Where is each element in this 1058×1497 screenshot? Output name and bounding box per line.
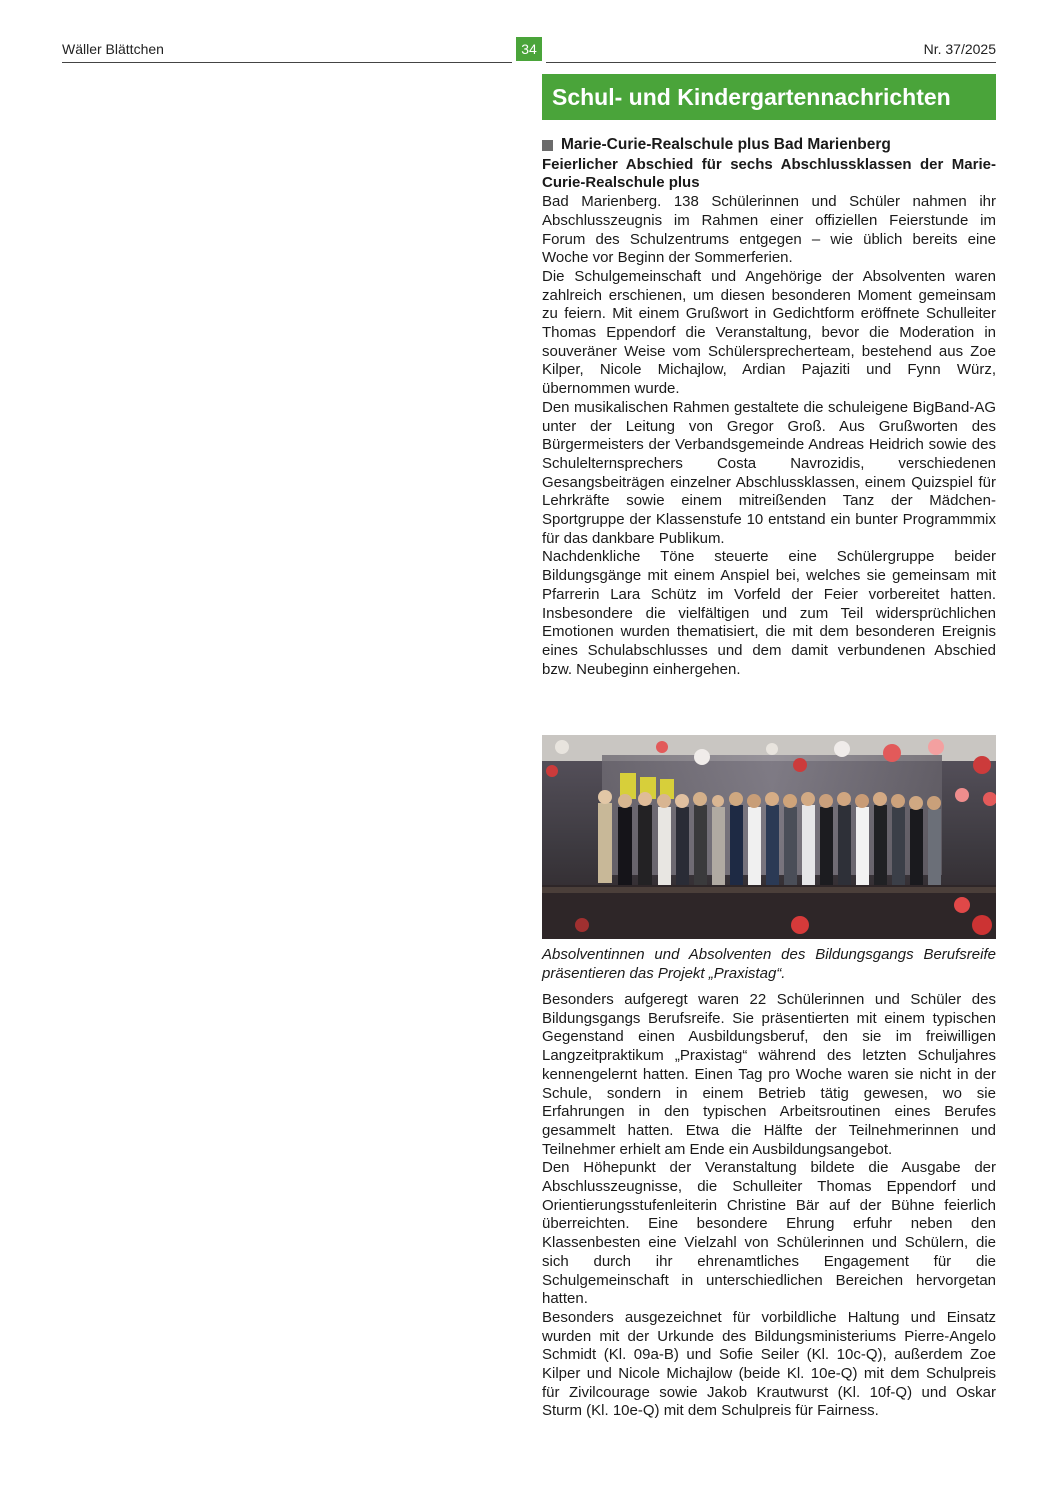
school-heading: [542, 136, 996, 155]
article-paragraph: Den Höhepunkt der Veranstaltung bildete die Ausgabe der Abschlusszeugnisse, die Schulleiter Thomas Eppendorf und Orientierungsstufenleiterin Christine Bär auf der Bühne feierlich überreichten. Eine besondere Ehrung erfuhr neben den Klassenbesten eine Vielzahl von Schülerinnen und Schülern, die sich durch ihr ehrenamtliches Engagement für die Schulgemeinschaft in unterschiedlichen Bereichen hervorgetan hatten.: [542, 1159, 996, 1308]
article-paragraph: Besonders aufgeregt waren 22 Schülerinnen und Schüler des Bildungsgangs Berufsreife. Sie präsentierten mit einem typischen Gegenstand einen Ausbildungsberuf, den sie im freiwilligen Langzeitpraktikum „Praxistag“ während des letzten Schuljahres kennengelernt hatten. Einen Tag pro Woche waren sie nicht in der Schule, sondern in einem Betrieb tätig gewesen, wo sie Erfahrungen in den typischen Arbeitsroutinen eines Berufes gesammelt hatten. Etwa die Hälfte der Teilnehmerinnen und Teilnehmer erhielt am Ende ein Ausbildungsangebot.: [542, 991, 996, 1158]
stage-photo-illustration: [542, 735, 996, 939]
article-paragraph: Besonders ausgezeichnet für vorbildliche Haltung und Einsatz wurden mit der Urkunde des Bildungsministeriums Pierre-Angelo Schmidt (Kl. 09a-B) und Sofie Seiler (Kl. 10c-Q), außerdem Zoe Kilper und Nicole Michajlow (beide Kl. 10e-Q) mit dem Schulpreis für Zivilcourage sowie Jakob Krautwurst (Kl. 10f-Q) und Oskar Sturm (Kl. 10e-Q) mit dem Schulpreis für Fairness.: [542, 1308, 996, 1420]
article-top: [542, 136, 996, 679]
photo-caption: Absolventinnen und Absolventen des Bildungsgangs Berufsreife präsentieren das Projekt „Praxistag“.: [542, 946, 996, 982]
header-rule-left: [62, 62, 512, 63]
article-paragraph: Nachdenkliche Töne steuerte eine Schülergruppe beider Bildungsgänge mit einem Anspiel bei, welches sie gemeinsam mit Pfarrerin Lara Schütz im Vorfeld der Feier vorbereitet hatten. Insbesondere die vielfältigen und zum Teil widersprüchlichen Emotionen wurden thematisiert, die mit dem besonderen Ereignis eines Schulabschlusses und dem damit verbundenen Abschied bzw. Neubeginn einhergehen.: [542, 548, 996, 678]
page-number-badge: 34: [516, 37, 542, 61]
school-name: Marie-Curie-Realschule plus Bad Marienberg: [561, 136, 891, 153]
article-photo: [542, 735, 996, 939]
issue-number: Nr. 37/2025: [923, 41, 996, 57]
publication-name: Wäller Blättchen: [62, 41, 164, 57]
section-title: Schul- und Kindergartennachrichten: [542, 74, 996, 120]
square-bullet-icon: [542, 140, 553, 151]
article-bottom: [542, 991, 996, 1421]
article-headline: Feierlicher Abschied für sechs Abschlussklassen der Marie-Curie-Realschule plus: [542, 155, 996, 192]
article-paragraph: Bad Marienberg. 138 Schülerinnen und Schüler nahmen ihr Abschlusszeugnis im Rahmen einer offiziellen Feierstunde im Forum des Schulzentrums entgegen – wie üblich bereits eine Woche vor Beginn der Sommerferien.: [542, 193, 996, 267]
article-paragraph: Den musikalischen Rahmen gestaltete die schuleigene BigBand-AG unter der Leitung von Gregor Groß. Aus Grußworten des Bürgermeisters der Verbandsgemeinde Andreas Heidrich sowie des Schulelternsprechers Costa Navrozidis, verschiedenen Gesangsbeiträgen einzelner Abschlussklassen, einem Quizspiel für Lehrkräfte sowie einem mitreißenden Tanz der Mädchen-Sportgruppe der Klassenstufe 10 entstand ein bunter Programmmix für das dankbare Publikum.: [542, 398, 996, 547]
header-rule-right: [546, 62, 996, 63]
article-paragraph: Die Schulgemeinschaft und Angehörige der Absolventen waren zahlreich erschienen, um diesen besonderen Moment gemeinsam zu feiern. Mit einem Grußwort in Gedichtform eröffnete Schulleiter Thomas Eppendorf die Veranstaltung, bevor die Moderation in souveräner Weise vom Schülersprecherteam, bestehend aus Zoe Kilper, Nicole Michajlow, Ardian Pajaziti und Fynn Würz, übernommen wurde.: [542, 267, 996, 398]
